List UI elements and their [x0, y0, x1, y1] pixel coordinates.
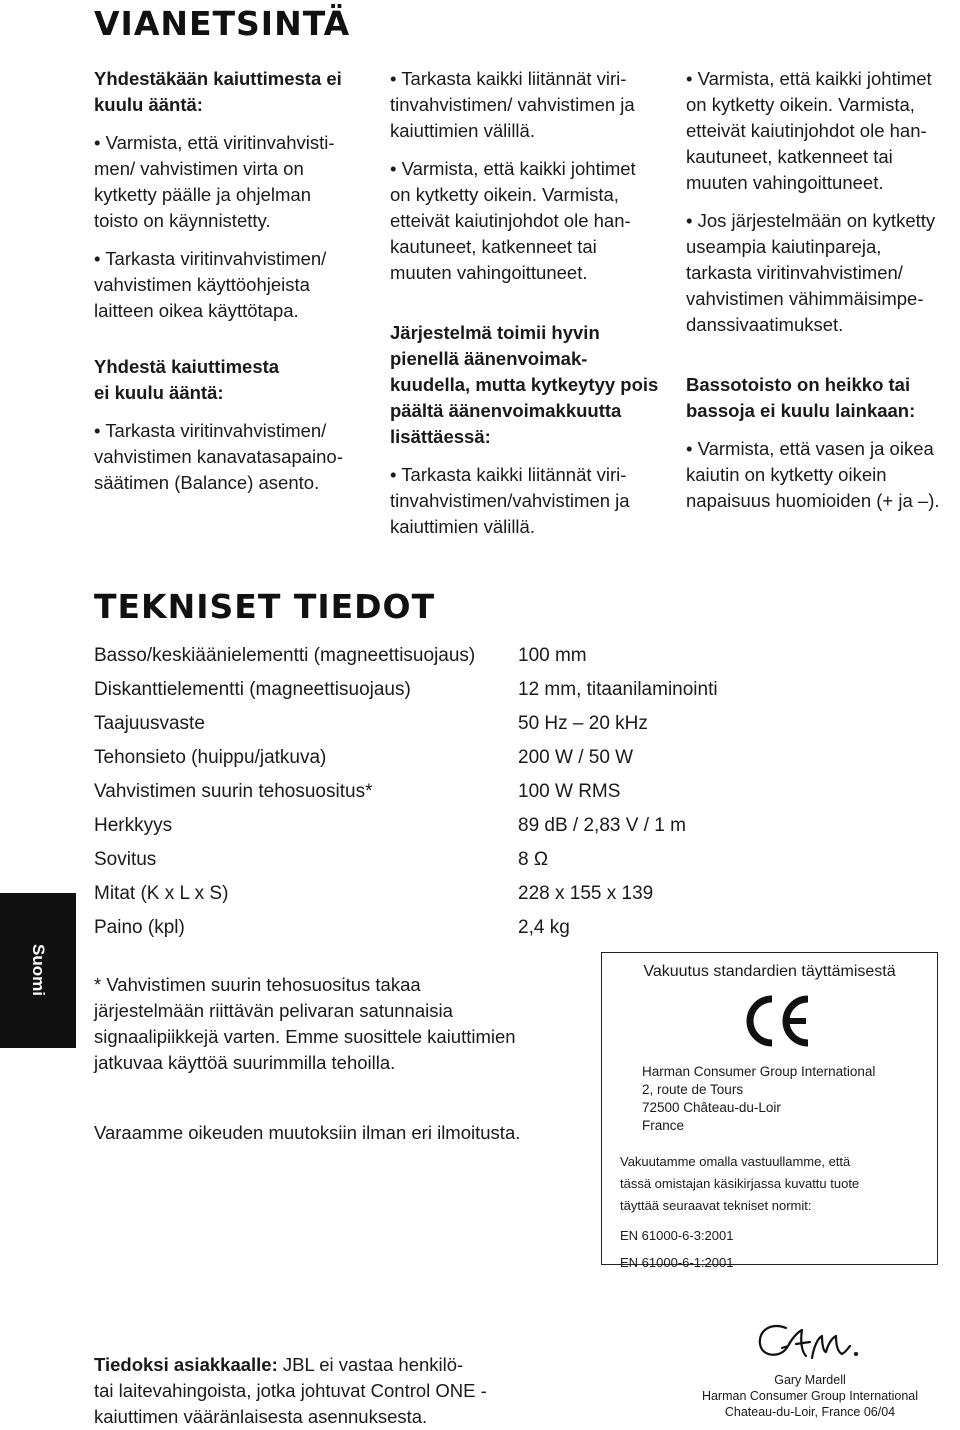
text-line: kytketty päälle ja ohjelman	[94, 184, 311, 205]
text-line: Vakuutamme omalla vastuullamme, että	[620, 1154, 851, 1169]
text-line: • Tarkasta viritinvahvistimen/	[94, 420, 327, 441]
text-line: • Varmista, että viritinvahvisti-	[94, 132, 335, 153]
text-line: signaalipiikkejä varten. Emme suosittele kaiuttimien	[94, 1026, 516, 1047]
spec-row	[94, 877, 794, 911]
address-line: 72500 Château-du-Loir	[642, 1100, 781, 1115]
spec-label: Diskanttielementti (magneettisuojaus)	[94, 679, 411, 700]
signatory-block	[690, 1372, 930, 1420]
spec-value: 2,4 kg	[518, 917, 570, 938]
heading-line: Yhdestä kaiuttimesta	[94, 356, 280, 377]
text-line: useampia kaiutinpareja,	[686, 236, 882, 257]
bullet-item	[390, 462, 665, 540]
troubleshooting-title: VIANETSINTÄ	[94, 4, 351, 43]
declaration-text	[620, 1151, 920, 1217]
spec-value: 89 dB / 2,83 V / 1 m	[518, 815, 686, 836]
spec-row	[94, 809, 794, 843]
spec-row	[94, 741, 794, 775]
spec-value: 50 Hz – 20 kHz	[518, 713, 648, 734]
bullet-item	[686, 208, 960, 338]
text-line: on kytketty oikein. Varmista,	[390, 184, 619, 205]
heading-line: kuulu ääntä:	[94, 94, 203, 115]
text-line: tässä omistajan käsikirjassa kuvattu tuote	[620, 1176, 860, 1191]
spec-label: Tehonsieto (huippu/jatkuva)	[94, 747, 327, 768]
text-line: täyttää seuraavat tekniset normit:	[620, 1198, 812, 1213]
troubleshooting-column-1	[94, 66, 369, 508]
text-line: danssivaatimukset.	[686, 314, 844, 335]
spec-row	[94, 639, 794, 673]
spec-label: Mitat (K x L x S)	[94, 883, 229, 904]
language-tab	[0, 893, 76, 1048]
text-line: JBL ei vastaa henkilö-	[277, 1354, 464, 1375]
bullet-item	[94, 418, 369, 496]
specs-title: TEKNISET TIEDOT	[94, 587, 436, 626]
section-heading-volume-cutoff	[390, 320, 665, 450]
heading-line: Yhdestäkään kaiuttimesta ei	[94, 68, 342, 89]
text-line: men/ vahvistimen virta on	[94, 158, 304, 179]
footnote	[94, 972, 574, 1076]
section-heading-no-sound	[94, 66, 369, 118]
text-line: kautuneet, katkenneet tai	[390, 236, 597, 257]
text-line: jatkuvaa käyttöä suurimmilla tehoilla.	[94, 1052, 396, 1073]
text-line: • Varmista, että kaikki johtimet	[390, 158, 636, 179]
spec-value: 100 mm	[518, 645, 587, 666]
text-line: vahvistimen kanavatasapaino-	[94, 446, 343, 467]
spec-row	[94, 775, 794, 809]
text-line: tai laitevahingoista, jotka johtuvat Control ONE -	[94, 1380, 487, 1401]
signatory-place-date: Chateau-du-Loir, France 06/04	[724, 1405, 896, 1419]
bullet-item	[390, 156, 665, 286]
signatory-company: Harman Consumer Group International	[701, 1389, 919, 1403]
text-line: kaiutin on kytketty oikein	[686, 464, 887, 485]
text-line: • Varmista, että kaikki johtimet	[686, 68, 932, 89]
address-line: France	[642, 1118, 685, 1133]
manufacturer-address	[642, 1063, 875, 1135]
text-line: etteivät kaiutinjohdot ole han-	[390, 210, 631, 231]
spec-label: Taajuusvaste	[94, 713, 205, 734]
heading-line: ei kuulu ääntä:	[94, 382, 224, 403]
spec-label: Herkkyys	[94, 815, 173, 836]
spec-value: 200 W / 50 W	[518, 747, 634, 768]
declaration-title: Vakuutus standardien täyttämisestä	[643, 963, 896, 980]
text-line: • Tarkasta viritinvahvistimen/	[94, 248, 327, 269]
section-heading-one-speaker	[94, 354, 369, 406]
text-line: napaisuus huomioiden (+ ja –).	[686, 490, 940, 511]
spec-value: 8 Ω	[518, 849, 549, 870]
text-line: muuten vahingoittuneet.	[390, 262, 588, 283]
text-line: kautuneet, katkenneet tai	[686, 146, 893, 167]
address-line: 2, route de Tours	[642, 1082, 744, 1097]
signatory-name: Gary Mardell	[774, 1373, 846, 1387]
text-line: tinvahvistimen/ vahvistimen ja	[390, 94, 635, 115]
customer-note-label: Tiedoksi asiakkaalle:	[94, 1354, 278, 1375]
spec-row	[94, 707, 794, 741]
text-line: * Vahvistimen suurin tehosuositus takaa	[94, 974, 421, 995]
text-line: säätimen (Balance) asento.	[94, 472, 320, 493]
section-heading-weak-bass	[686, 372, 960, 424]
spec-label: Paino (kpl)	[94, 917, 185, 938]
spec-value: 100 W RMS	[518, 781, 621, 802]
text-line: muuten vahingoittuneet.	[686, 172, 884, 193]
spec-row	[94, 673, 794, 707]
spec-value: 228 x 155 x 139	[518, 883, 654, 904]
heading-line: lisättäessä:	[390, 426, 491, 447]
address-line: Harman Consumer Group International	[642, 1064, 876, 1079]
text-line: on kytketty oikein. Varmista,	[686, 94, 915, 115]
declaration-box	[601, 952, 938, 1270]
signature-image	[752, 1318, 872, 1370]
troubleshooting-column-2	[390, 66, 665, 552]
bullet-item	[94, 130, 369, 234]
bullet-item	[94, 246, 369, 324]
text-line: järjestelmään riittävän pelivaran satunnaisia	[94, 1000, 453, 1021]
troubleshooting-column-3	[686, 66, 960, 526]
text-line: vahvistimen vähimmäisimpe-	[686, 288, 924, 309]
spec-value: 12 mm, titaanilaminointi	[518, 679, 718, 700]
ce-mark-icon	[738, 993, 814, 1049]
text-line: tarkasta viritinvahvistimen/	[686, 262, 903, 283]
bullet-item	[390, 66, 665, 144]
heading-line: kuudella, mutta kytkeytyy pois	[390, 374, 659, 395]
text-line: • Tarkasta kaikki liitännät viri-	[390, 68, 627, 89]
standard-norm: EN 61000-6-3:2001	[620, 1228, 734, 1243]
customer-note	[94, 1352, 594, 1430]
text-line: laitteen oikea käyttötapa.	[94, 300, 299, 321]
heading-line: päältä äänenvoimakkuutta	[390, 400, 622, 421]
text-line: kaiuttimien välillä.	[390, 120, 535, 141]
spec-row	[94, 911, 794, 945]
language-tab-label: Suomi	[29, 944, 48, 996]
bullet-item	[686, 66, 960, 196]
text-line: tinvahvistimen/vahvistimen ja	[390, 490, 630, 511]
bullet-item	[686, 436, 960, 514]
heading-line: bassoja ei kuulu lainkaan:	[686, 400, 916, 421]
text-line: etteivät kaiutinjohdot ole han-	[686, 120, 927, 141]
spec-row	[94, 843, 794, 877]
text-line: • Tarkasta kaikki liitännät viri-	[390, 464, 627, 485]
text-line: • Varmista, että vasen ja oikea	[686, 438, 934, 459]
text-line: kaiuttimen vääränlaisesta asennuksesta.	[94, 1406, 428, 1427]
text-line: kaiuttimien välillä.	[390, 516, 535, 537]
reserve-note: Varaamme oikeuden muutoksiin ilman eri ilmoitusta.	[94, 1122, 521, 1143]
standard-norm: EN 61000-6-1:2001	[620, 1255, 734, 1270]
spec-label: Basso/keskiäänielementti (magneettisuojaus)	[94, 645, 476, 666]
text-line: toisto on käynnistetty.	[94, 210, 271, 231]
text-line: • Jos järjestelmään on kytketty	[686, 210, 936, 231]
heading-line: Järjestelmä toimii hyvin	[390, 322, 600, 343]
heading-line: pienellä äänenvoimak-	[390, 348, 588, 369]
spec-label: Vahvistimen suurin tehosuositus*	[94, 781, 373, 802]
text-line: vahvistimen käyttöohjeista	[94, 274, 310, 295]
heading-line: Bassotoisto on heikko tai	[686, 374, 911, 395]
spec-label: Sovitus	[94, 849, 157, 870]
